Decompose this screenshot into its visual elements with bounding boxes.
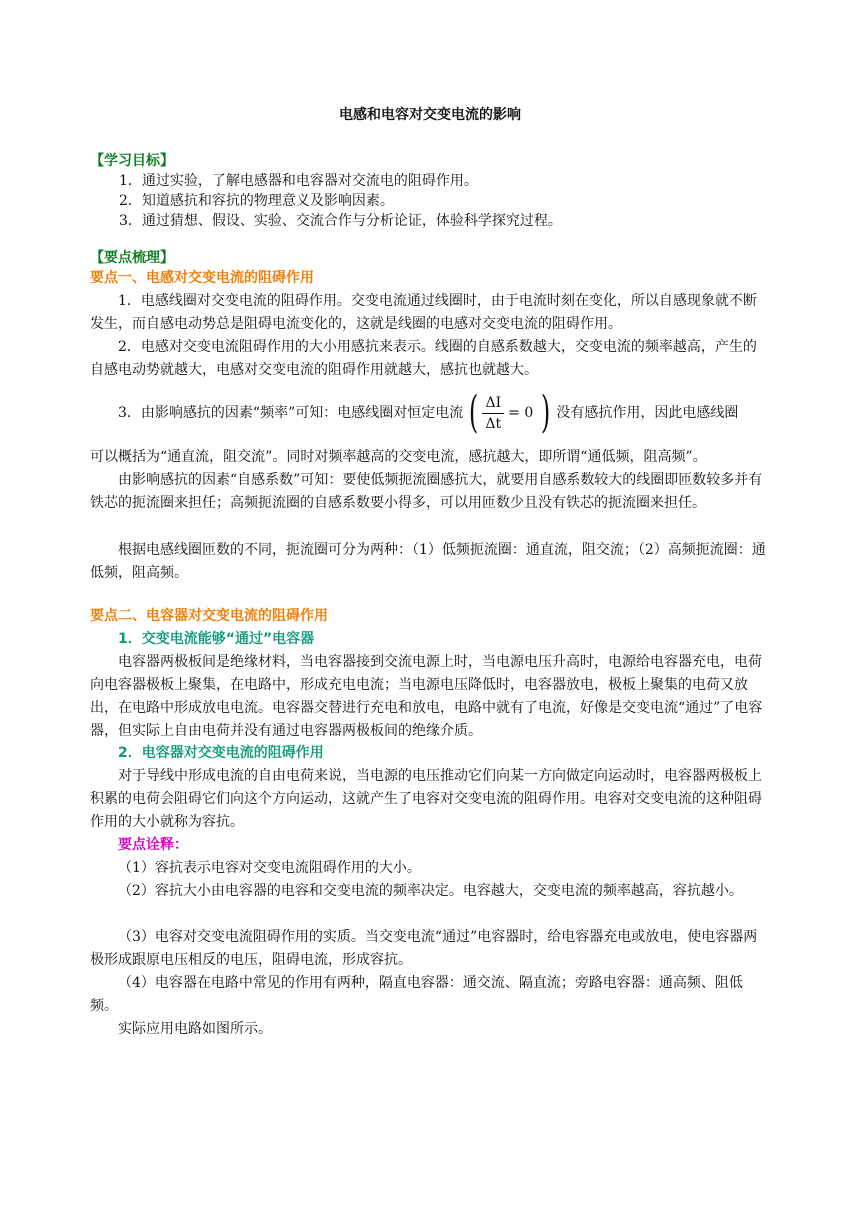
note-item: 实际应用电路如图所示。 [118,1021,272,1037]
paragraph: 根据电感线圈匝数的不同，扼流圈可分为两种：（1）低频扼流圈：通直流，阻交流；（2）高频扼流圈：通低频，阻高频。 [90,542,766,581]
goal-item: 3．通过猜想、假设、实验、交流合作与分析论证，体验科学探究过程。 [119,213,562,229]
paragraph: 由影响感抗的因素“自感系数”可知：要使低频扼流圈感抗大，就要用自感系数较大的线圈即匝数较多并有铁芯的扼流圈来担任；高频扼流圈的自感系数要小得多，可以用匝数少且没有铁芯的扼流圈来担任。 [90,472,763,511]
note-heading: 要点诠释： [118,837,188,853]
note-item: （3）电容对交变电流阻碍作用的实质。当交变电流“通过”电容器时，给电容器充电或放电，使电容器两极形成跟原电压相反的电压，阻碍电流，形成容抗。 [90,929,758,968]
paragraph: 2．电感对交变电流阻碍作用的大小用感抗来表示。线圈的自感系数越大，交变电流的频率越高，产生的自感电动势就越大，电感对交变电流的阻碍作用就越大，感抗也就越大。 [90,339,757,378]
paragraph: 电容器两极板间是绝缘材料，当电容器接到交流电源上时，当电源电压升高时，电源给电容器充电，电荷向电容器极板上聚集，在电路中，形成充电电流；当电源电压降低时，电容器放电，极板上聚集的电荷又放出，在电路中形成放电电流。电容器交替进行充电和放电，电路中就有了电流，好像是交变电流“通过”了电容器，但实际上自由电荷并没有通过电容器两极板间的绝缘介质。 [90,654,763,739]
paragraph-text: 没有感抗作用，因此电感线圈 [556,404,739,421]
subheading: 2．电容器对交变电流的阻碍作用 [118,745,324,761]
formula: ( $\frac{\Delta I}{\Delta t}$ = 0 ) [469,387,551,438]
section-heading-point2: 要点二、电容器对交变电流的阻碍作用 [90,608,328,624]
subheading: 1．交变电流能够“通过”电容器 [118,631,315,647]
note-item: （1）容抗表示电容对交变电流阻碍作用的大小。 [118,860,421,876]
formula-equals: = 0 [508,404,534,421]
goal-item: 2．知道感抗和容抗的物理意义及影响因素。 [119,193,394,209]
note-item: （2）容抗大小由电容器的电容和交变电流的频率决定。电容越大，交变电流的频率越高，容抗越小。 [118,883,743,899]
points-heading: 【要点梳理】 [90,250,174,266]
goal-item: 1．通过实验，了解电感器和电容器对交流电的阻碍作用。 [119,173,478,189]
paragraph-text: 3．由影响感抗的因素“频率”可知：电感线圈对恒定电流 [118,404,464,421]
paragraph: 对于导线中形成电流的自由电荷来说，当电源的电压推动它们向某一方向做定向运动时，电容器两极板上积累的电荷会阻碍它们向这个方向运动，这就产生了电容对交变电流的阻碍作用。电容对交变电流的这种阻碍作用的大小就称为容抗。 [90,768,762,830]
page-title: 电感和电容对交变电流的影响 [339,107,521,123]
note-item: （4）电容器在电路中常见的作用有两种，隔直电容器：通交流、隔直流；旁路电容器：通高频、阻低频。 [90,975,743,1014]
section-heading-point1: 要点一、电感对交变电流的阻碍作用 [90,270,314,286]
paragraph: 1．电感线圈对交变电流的阻碍作用。交变电流通过线圈时，由于电流时刻在变化，所以自感现象就不断发生，而自感电动势总是阻碍电流变化的，这就是线圈的电感对交变电流的阻碍作用。 [90,293,757,332]
paragraph-with-formula [90,388,770,438]
formula-denominator: Δt [485,415,502,432]
paragraph: 可以概括为“通直流，阻交流”。同时对频率越高的交变电流，感抗越大，即所谓“通低频，阻高频”。 [90,449,707,465]
goals-heading: 【学习目标】 [90,153,174,169]
formula-numerator: ΔI [482,393,504,414]
